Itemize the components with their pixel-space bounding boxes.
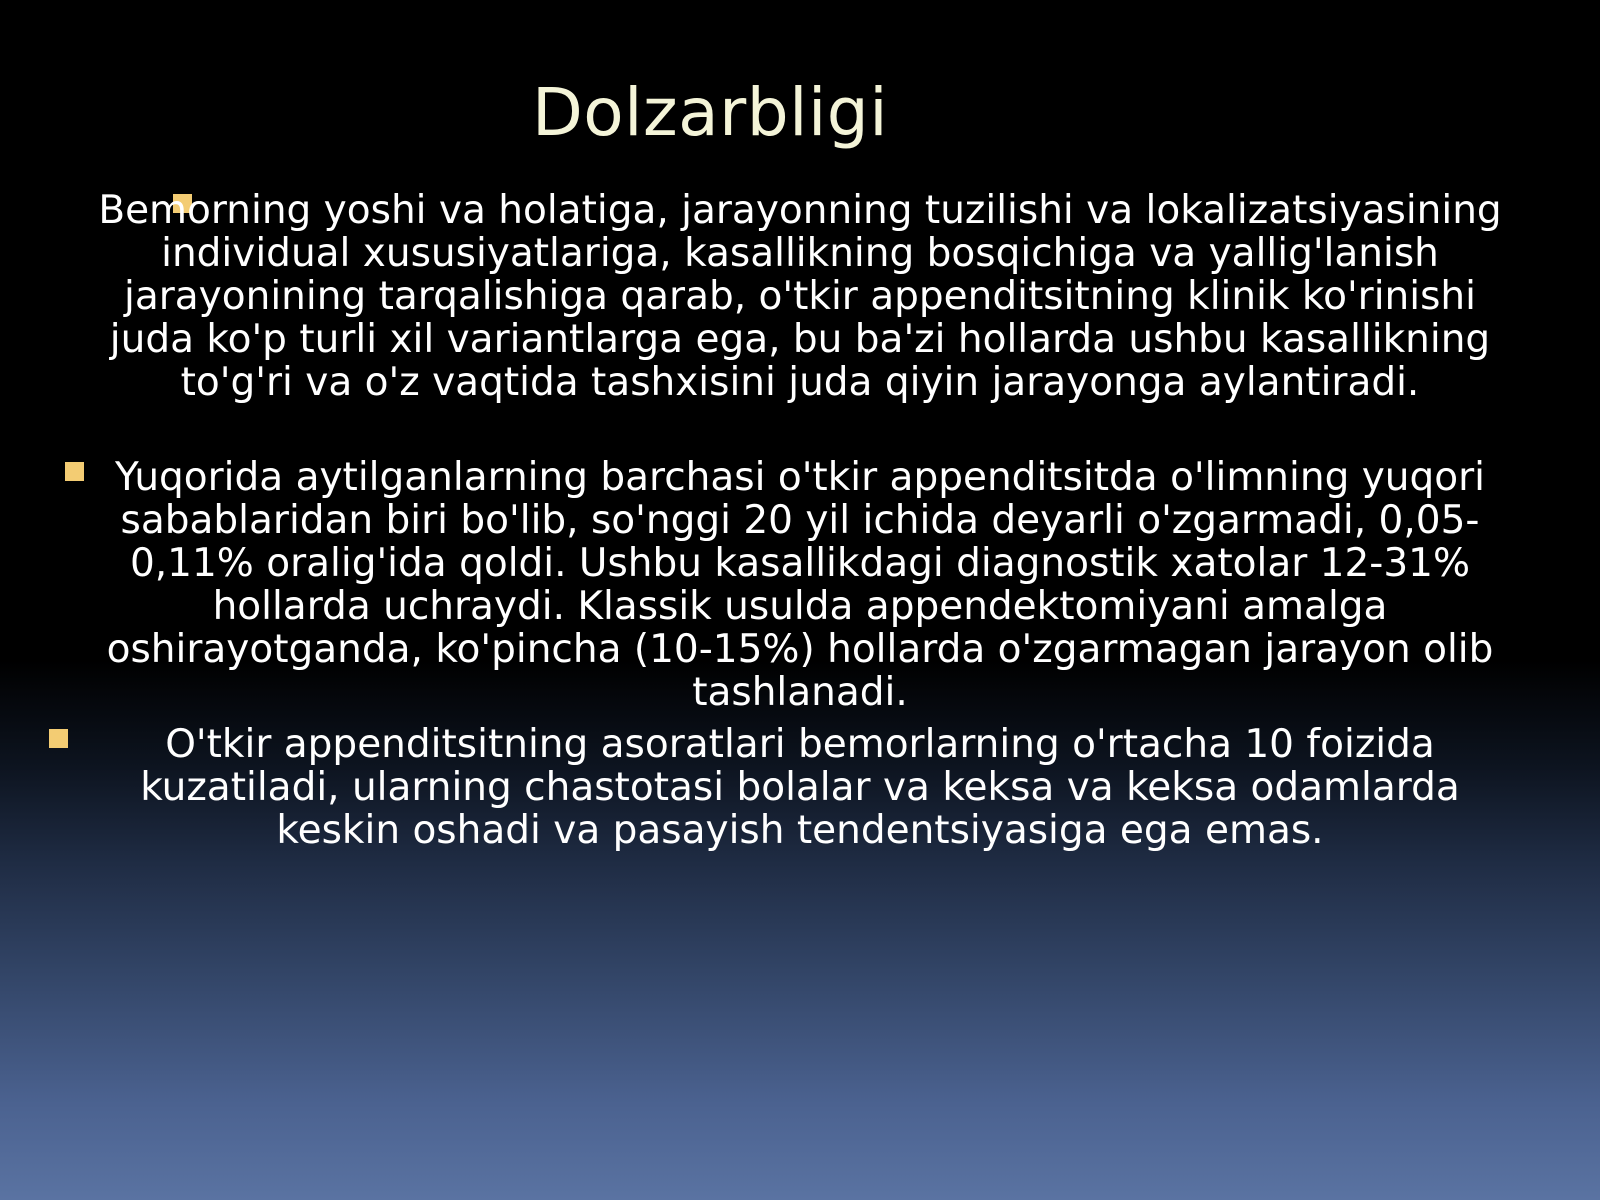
slide-title: Dolzarbligi <box>531 74 889 151</box>
bullet-paragraph-1: Bemorning yoshi va holatiga, jarayonning tuzilishi va lokalizatsiyasining individual xususiyatlariga, kasallikning bosqichiga va yallig'lanish jarayonining tarqalishiga qarab, o'tkir appenditsitning klinik ko'rinishi juda ko'p turli xil variantlarga ega, bu ba'zi hollarda ushbu kasallikning to'g'ri va o'z vaqtida tashxisini juda qiyin jarayonga aylantiradi. <box>98 188 1502 405</box>
bullet-marker-icon <box>49 729 68 748</box>
bullet-paragraph-3: O'tkir appenditsitning asoratlari bemorlarning o'rtacha 10 foizida kuzatiladi, ularning chastotasi bolalar va keksa va keksa odamlarda keskin oshadi va pasayish tendentsiyasiga ega emas. <box>140 722 1460 853</box>
bullet-paragraph-2: Yuqorida aytilganlarning barchasi o'tkir appenditsitda o'limning yuqori sabablaridan biri bo'lib, so'nggi 20 yil ichida deyarli o'zgarmadi, 0,05-0,11% oralig'ida qoldi. Ushbu kasallikdagi diagnostik xatolar 12-31% hollarda uchraydi. Klassik usulda appendektomiyani amalga oshirayotganda, ko'pincha (10-15%) hollarda o'zgarmagan jarayon olib tashlanadi. <box>106 455 1494 715</box>
